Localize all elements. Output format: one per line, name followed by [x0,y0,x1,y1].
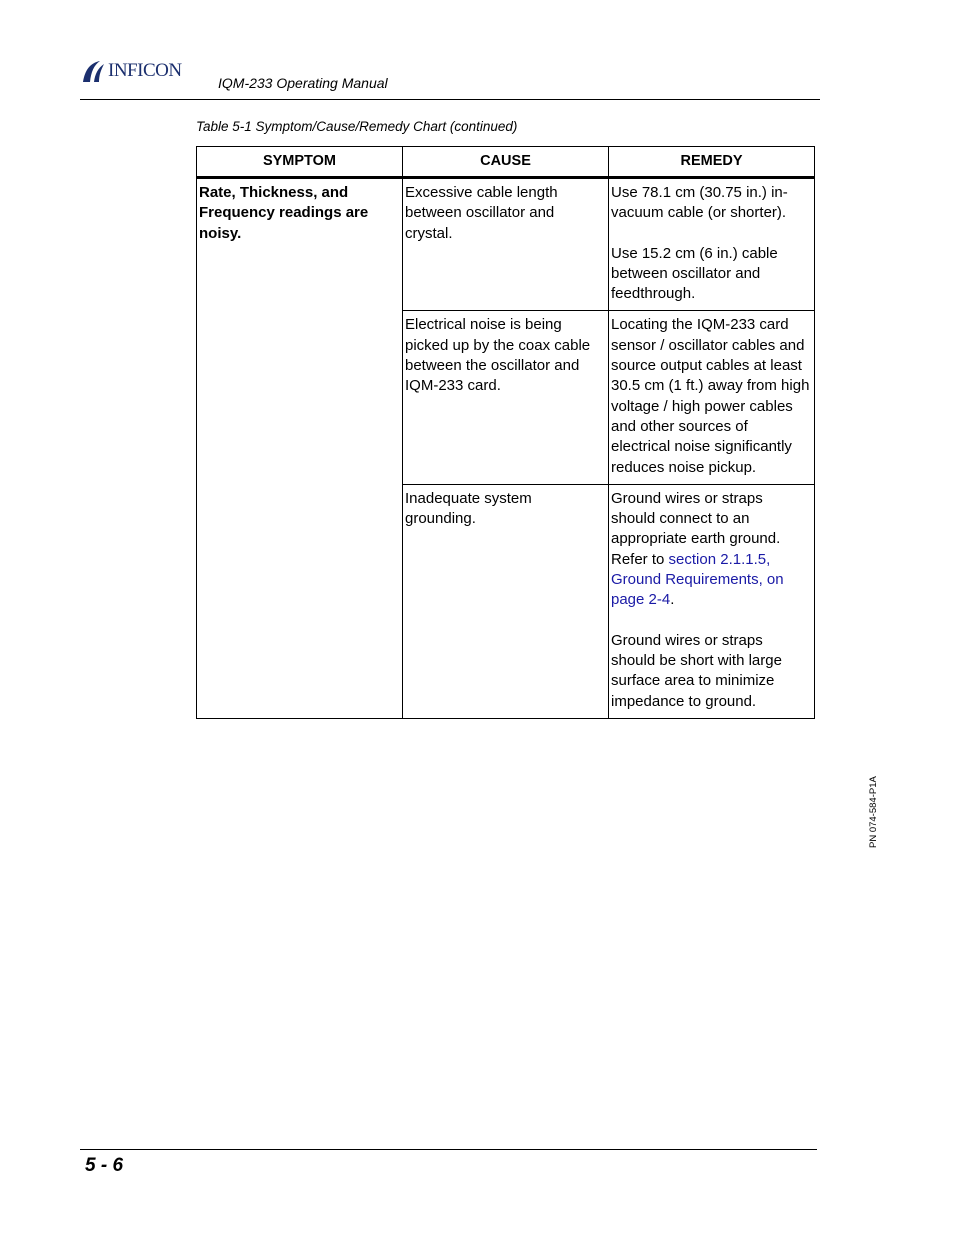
column-header-symptom: SYMPTOM [197,147,403,178]
remedy-text: Locating the IQM-233 card sensor / oscillator cables and source output cables at least 30.5 cm (1 ft.) away from high voltage / high power cables and other sources of electrical noise significantly reduces noise pickup. [611,316,810,476]
table-caption: Table 5-1 Symptom/Cause/Remedy Chart (continued) [196,119,518,134]
logo-text: INFICON [108,60,182,81]
symptom-cause-remedy-table [196,146,815,719]
remedy-text-prefix: Ground wires or straps should connect to an appropriate earth ground. Refer to [611,489,781,568]
table-header-row [197,147,815,178]
cause-cell: Inadequate system grounding. [403,484,609,718]
manual-title: IQM-233 Operating Manual [218,75,388,91]
remedy-cell [609,311,815,484]
ground-requirements-link[interactable]: section 2.1.1.5, Ground Requirements, on page 2-4 [611,550,784,609]
cause-cell: Electrical noise is being picked up by the coax cable between the oscillator and IQM-233 card. [403,311,609,484]
column-header-cause: CAUSE [403,147,609,178]
cause-cell: Excessive cable length between oscillator and crystal. [403,178,609,311]
symptom-cell: Rate, Thickness, and Frequency readings are noisy. [197,178,403,719]
remedy-text [611,489,811,611]
header-divider [80,99,820,100]
column-header-remedy: REMEDY [609,147,815,178]
table-row [197,178,815,311]
remedy-text-suffix: . [670,591,675,609]
remedy-text: Use 78.1 cm (30.75 in.) in-vacuum cable (or shorter). [611,184,788,222]
remedy-text: Ground wires or straps should be short with large surface area to minimize impedance to ground. [611,631,782,710]
remedy-text: Use 15.2 cm (6 in.) cable between oscillator and feedthrough. [611,244,778,303]
inficon-logo [80,58,196,84]
remedy-cell [609,178,815,311]
page-number: 5 - 6 [85,1155,124,1176]
inficon-swoosh-icon [80,58,106,84]
footer-divider [80,1149,817,1150]
remedy-cell [609,484,815,718]
part-number-label: PN 074-584-P1A [868,776,879,848]
